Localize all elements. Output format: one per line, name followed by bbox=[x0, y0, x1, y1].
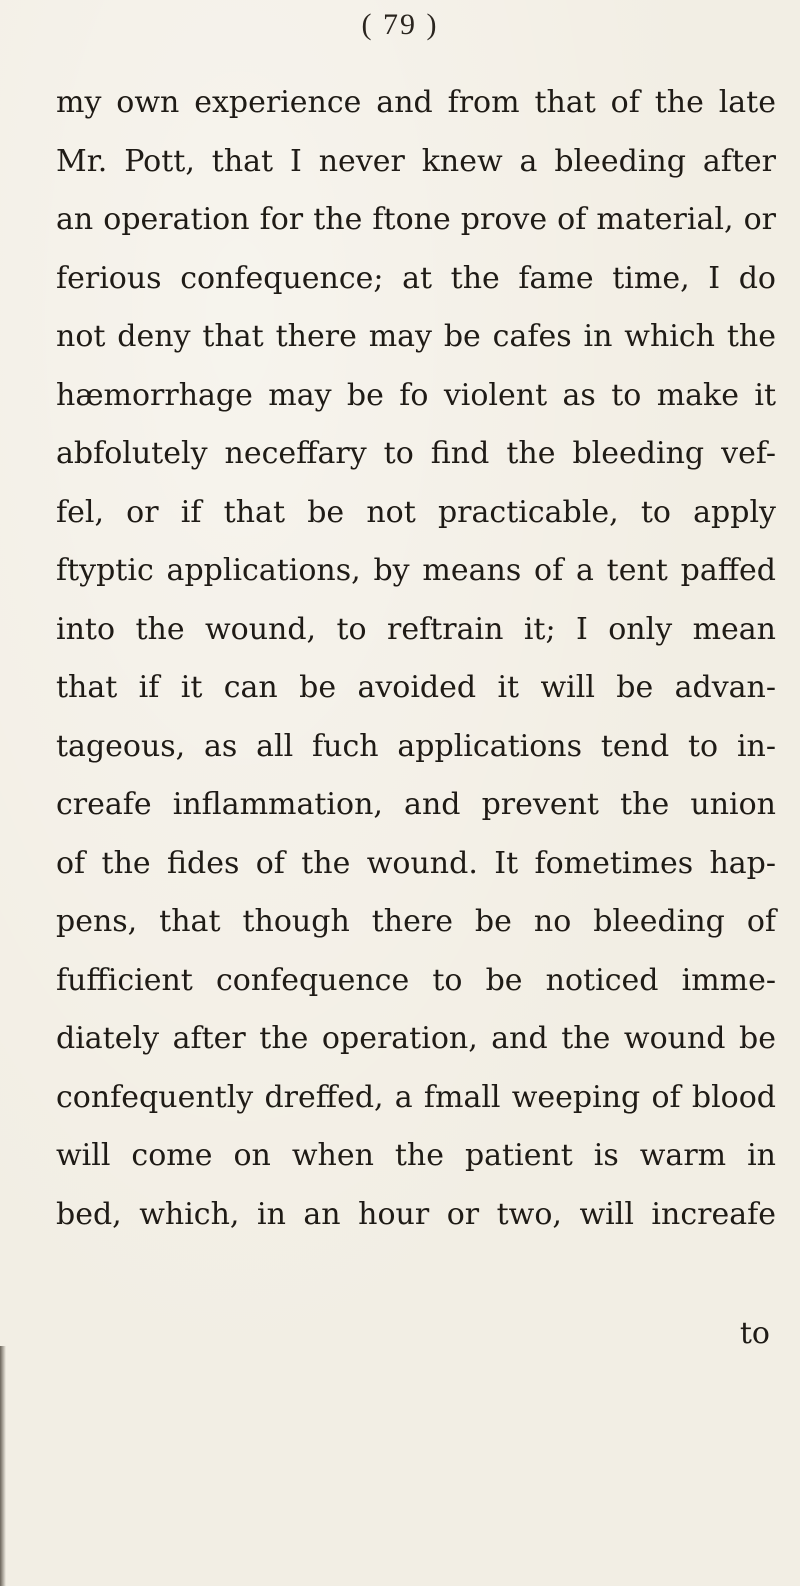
text-line: ferious confequence; at the fame time, I do bbox=[56, 260, 776, 296]
text-line: confequently dreffed, a fmall weeping of blood bbox=[56, 1079, 776, 1115]
text-line: that if it can be avoided it will be advan- bbox=[56, 670, 776, 705]
binding-edge-shadow bbox=[0, 1346, 6, 1586]
text-line: of the fides of the wound. It fometimes hap- bbox=[56, 845, 776, 881]
text-line: an operation for the ftone prove of material, or bbox=[56, 202, 776, 237]
text-line: tageous, as all fuch applications tend to in- bbox=[56, 728, 776, 764]
text-line: fufficient confequence to be noticed imme- bbox=[56, 962, 776, 998]
text-line: my own experience and from that of the late bbox=[56, 85, 776, 120]
text-line: pens, that though there be no bleeding of bbox=[56, 904, 776, 939]
text-line: hæmorrhage may be fo violent as to make it bbox=[56, 377, 776, 413]
catchword: to bbox=[739, 1316, 770, 1351]
text-line: diately after the operation, and the wound be bbox=[56, 1021, 776, 1056]
text-line: abfolutely neceffary to find the bleeding vef- bbox=[56, 436, 776, 471]
text-line: not deny that there may be cafes in which the bbox=[56, 319, 776, 354]
text-line: Mr. Pott, that I never knew a bleeding after bbox=[56, 143, 776, 179]
text-line: bed, which, in an hour or two, will increafe bbox=[56, 1196, 776, 1232]
text-line: will come on when the patient is warm in bbox=[56, 1138, 776, 1173]
text-line: creafe inflammation, and prevent the union bbox=[56, 787, 776, 822]
body-text bbox=[56, 74, 776, 1244]
page-number: ( 79 ) bbox=[361, 8, 439, 41]
text-line: ftyptic applications, by means of a tent paffed bbox=[56, 553, 776, 588]
text-line: fel, or if that be not practicable, to apply bbox=[56, 494, 776, 530]
text-line: into the wound, to reftrain it; I only mean bbox=[56, 611, 776, 647]
